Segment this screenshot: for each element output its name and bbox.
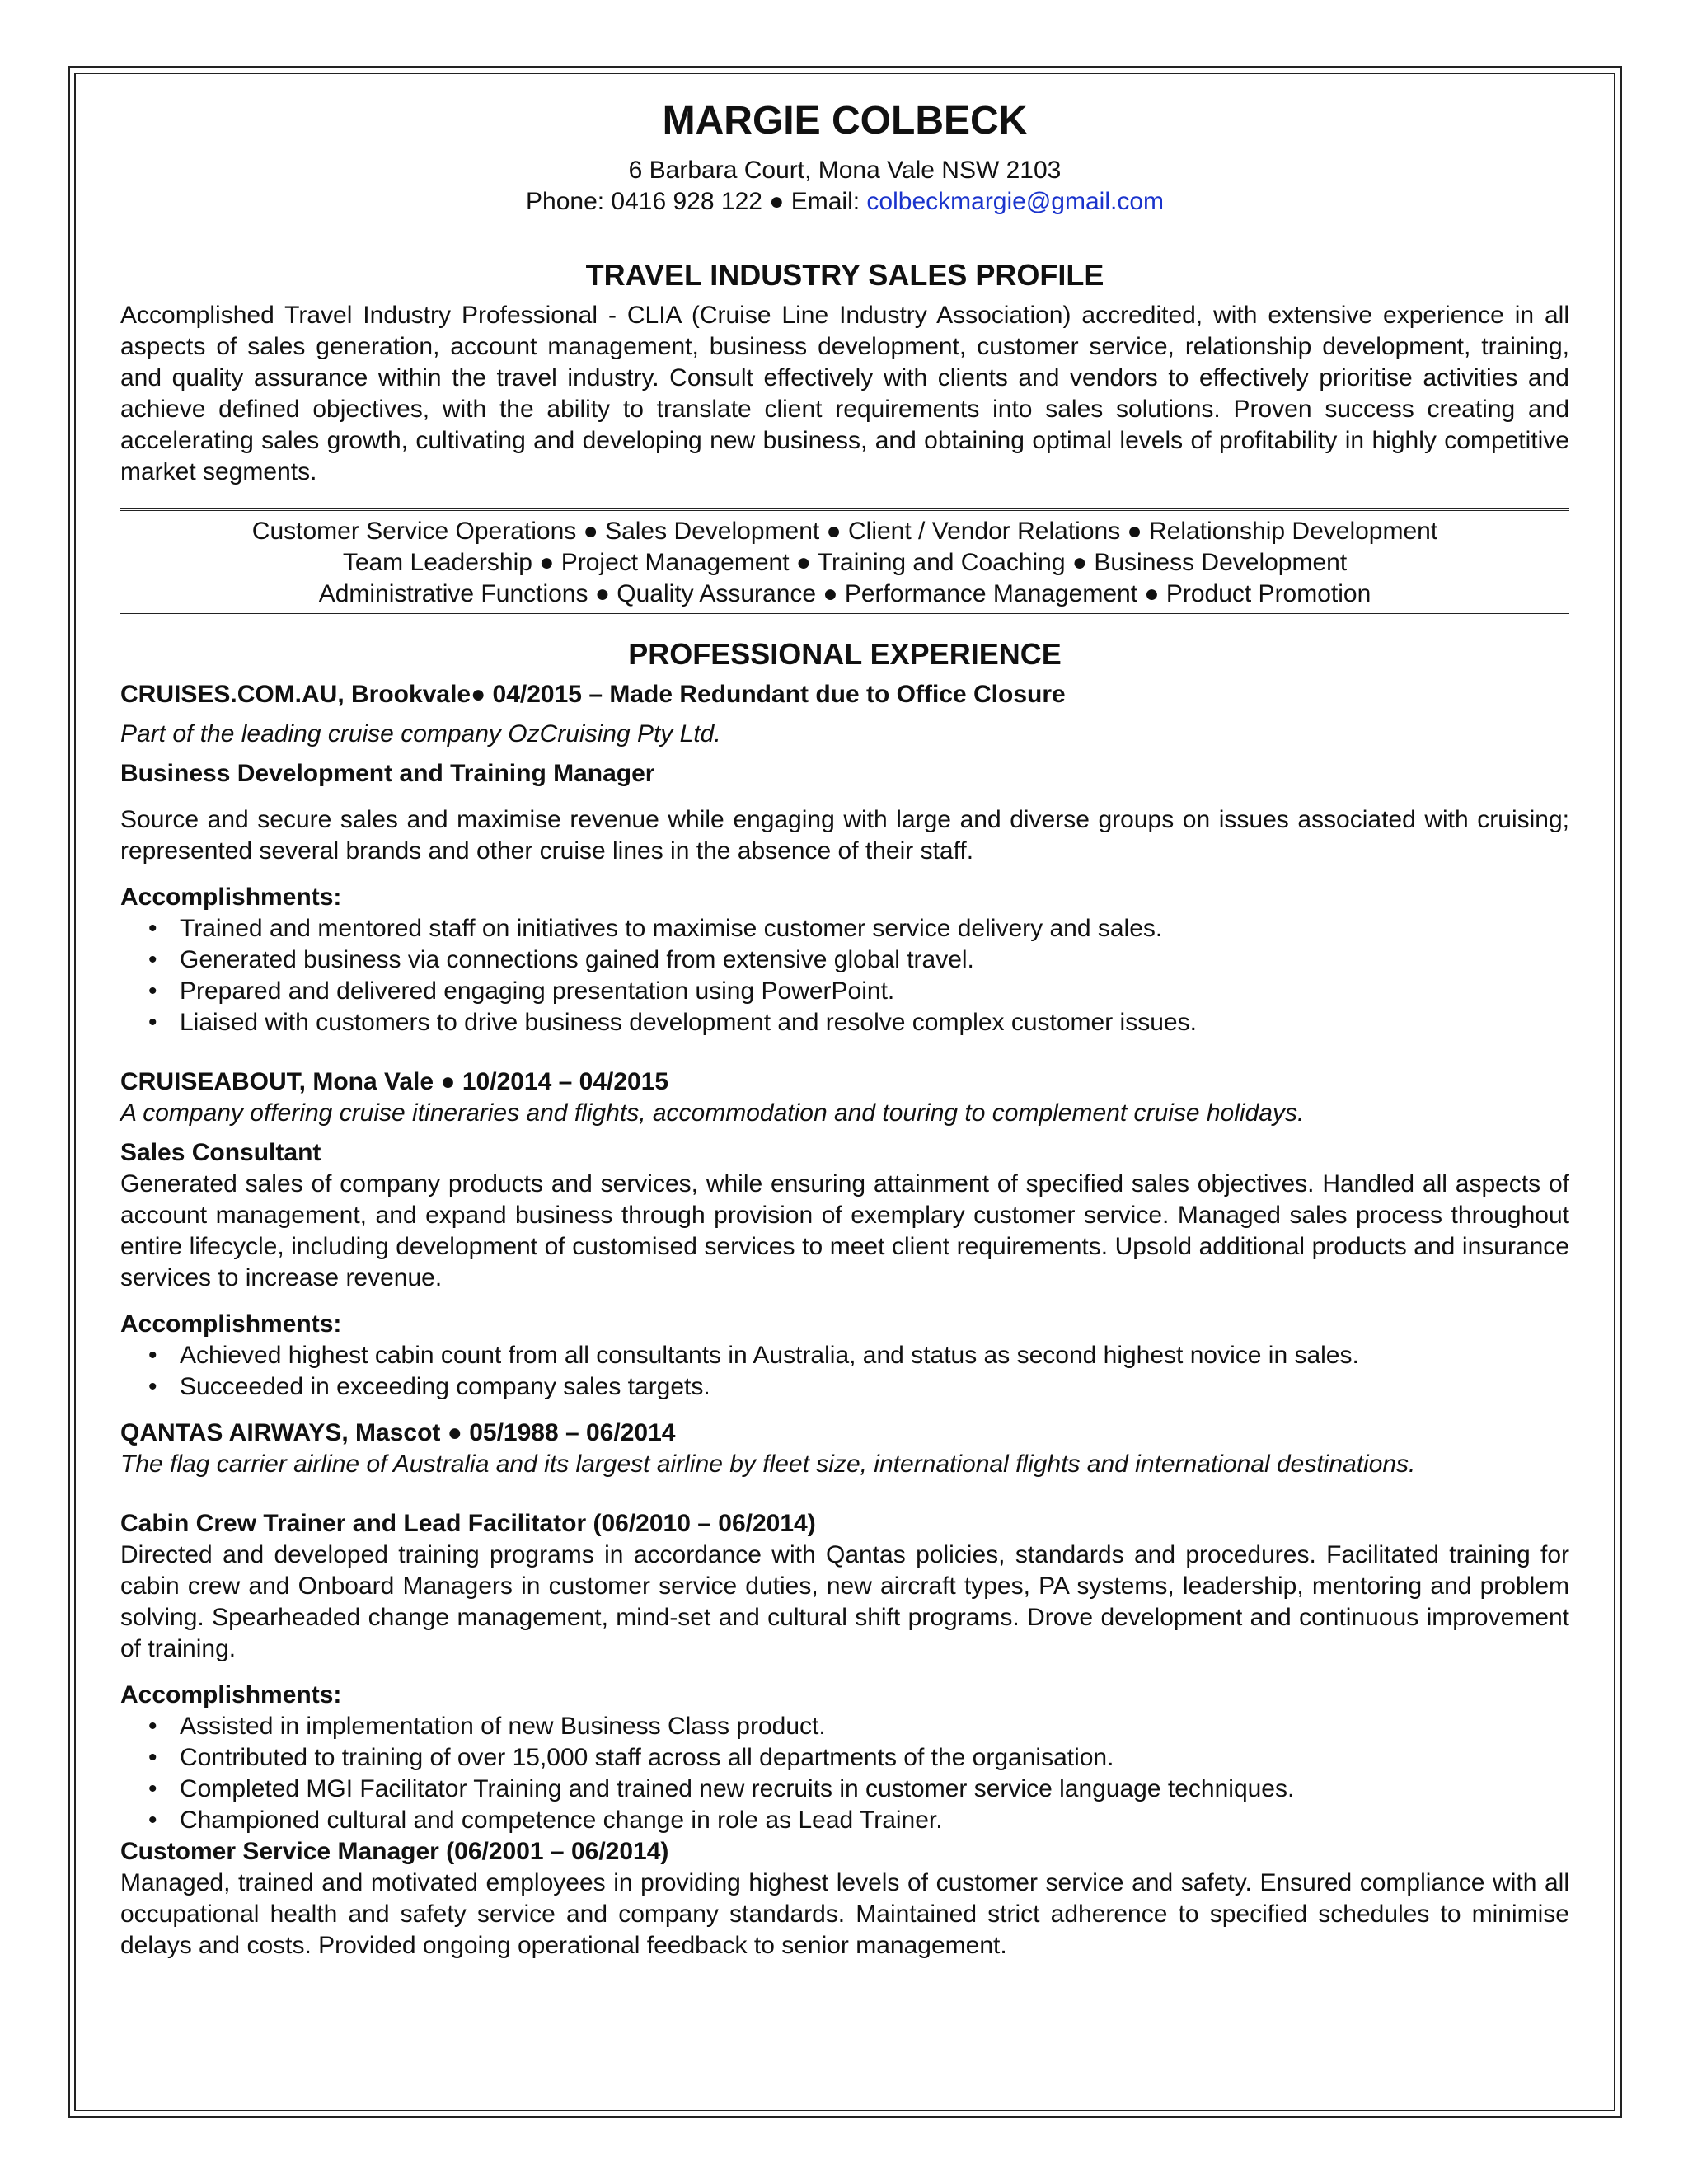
list-item: • Succeeded in exceeding company sales targets. bbox=[148, 1371, 1569, 1403]
job-company: CRUISES.COM.AU, Brookvale● 04/2015 – Made Redundant due to Office Closure bbox=[120, 681, 1066, 708]
accomplishments-list bbox=[120, 1340, 1569, 1403]
resume bbox=[120, 97, 1569, 1961]
list-item: • Contributed to training of over 15,000 staff across all departments of the organisation. bbox=[148, 1742, 1569, 1774]
job-company: CRUISEABOUT, Mona Vale ● 10/2014 – 04/2015 bbox=[120, 1068, 669, 1095]
experience-heading: PROFESSIONAL EXPERIENCE bbox=[628, 637, 1062, 671]
accomplishments-label: Accomplishments: bbox=[120, 883, 342, 911]
job-summary: Source and secure sales and maximise revenue while engaging with large and diverse groups on issues associated with cruising; represented several brands and other cruise lines in the absence of their staff. bbox=[120, 806, 1569, 865]
candidate-name: MARGIE COLBECK bbox=[662, 99, 1028, 143]
list-item: • Generated business via connections gained from extensive global travel. bbox=[148, 944, 1569, 976]
job-summary: Generated sales of company products and services, while ensuring attainment of specified sales objectives. Handled all aspects of account management, and expand business through provision of exemplary customer service. Managed sales process throughout entire lifecycle, including development of customised services to meet client requirements. Upsold additional products and insurance services to increase revenue. bbox=[120, 1170, 1569, 1291]
job-role: Sales Consultant bbox=[120, 1139, 321, 1166]
job-entry bbox=[120, 1418, 1569, 1961]
skills-line: Customer Service Operations ● Sales Development ● Client / Vendor Relations ● Relationship Development bbox=[251, 518, 1438, 545]
job-summary: Managed, trained and motivated employees in providing highest levels of customer service and safety. Ensured compliance with all occupational health and safety service and company standards. Maintained strict adherence to specified schedules to minimise delays and costs. Provided ongoing operational feedback to senior management. bbox=[120, 1869, 1569, 1959]
list-item: • Achieved highest cabin count from all consultants in Australia, and status as second highest novice in sales. bbox=[148, 1340, 1569, 1371]
job-summary: Directed and developed training programs in accordance with Qantas policies, standards and procedures. Facilitated training for cabin crew and Onboard Managers in customer service duties, new aircraft types, PA systems, leadership, mentoring and problem solving. Spearheaded change management, mind-set and cultural shift programs. Drove development and continuous improvement of training. bbox=[120, 1541, 1569, 1662]
list-item: • Completed MGI Facilitator Training and trained new recruits in customer service language techniques. bbox=[148, 1774, 1569, 1805]
email-link[interactable]: colbeckmargie@gmail.com bbox=[866, 188, 1164, 215]
job-company: QANTAS AIRWAYS, Mascot ● 05/1988 – 06/2014 bbox=[120, 1419, 676, 1446]
accomplishments-list bbox=[120, 913, 1569, 1038]
job-role: Customer Service Manager (06/2001 – 06/2014) bbox=[120, 1838, 669, 1865]
list-item: • Prepared and delivered engaging presentation using PowerPoint. bbox=[148, 976, 1569, 1007]
list-item: • Assisted in implementation of new Business Class product. bbox=[148, 1711, 1569, 1742]
job-company-description: A company offering cruise itineraries and flights, accommodation and touring to complement cruise holidays. bbox=[120, 1099, 1305, 1127]
profile-summary: Accomplished Travel Industry Professional - CLIA (Cruise Line Industry Association) accredited, with extensive experience in all aspects of sales generation, account management, business development, customer service, relationship development, training, and quality assurance within the travel industry. Consult effectively with clients and vendors to effectively prioritise activities and achieve defined objectives, with the ability to translate client requirements into sales solutions. Proven success creating and accelerating sales growth, cultivating and developing new business, and obtaining optimal levels of profitability in highly competitive market segments. bbox=[120, 302, 1569, 485]
accomplishments-label: Accomplishments: bbox=[120, 1310, 342, 1338]
job-company-description: The flag carrier airline of Australia and its largest airline by fleet size, international flights and international destinations. bbox=[120, 1451, 1416, 1478]
job-entry bbox=[120, 679, 1569, 1038]
list-item: • Trained and mentored staff on initiatives to maximise customer service delivery and sales. bbox=[148, 913, 1569, 944]
accomplishments-list bbox=[120, 1711, 1569, 1836]
phone-email-line bbox=[120, 186, 1569, 218]
skills-box bbox=[120, 508, 1569, 616]
accomplishments-label: Accomplishments: bbox=[120, 1681, 342, 1708]
skills-line: Administrative Functions ● Quality Assurance ● Performance Management ● Product Promotion bbox=[318, 580, 1372, 607]
list-item: • Championed cultural and competence change in role as Lead Trainer. bbox=[148, 1805, 1569, 1836]
list-item: • Liaised with customers to drive business development and resolve complex customer issues. bbox=[148, 1007, 1569, 1038]
job-role: Business Development and Training Manager bbox=[120, 760, 655, 787]
phone-label: Phone: 0416 928 122 ● Email: bbox=[526, 188, 867, 215]
address: 6 Barbara Court, Mona Vale NSW 2103 bbox=[628, 157, 1062, 184]
job-company-description: Part of the leading cruise company OzCruising Pty Ltd. bbox=[120, 720, 721, 748]
skills-line: Team Leadership ● Project Management ● Training and Coaching ● Business Development bbox=[342, 549, 1348, 576]
job-entry bbox=[120, 1066, 1569, 1403]
job-role: Cabin Crew Trainer and Lead Facilitator (06/2010 – 06/2014) bbox=[120, 1510, 816, 1537]
profile-heading: TRAVEL INDUSTRY SALES PROFILE bbox=[585, 258, 1104, 292]
